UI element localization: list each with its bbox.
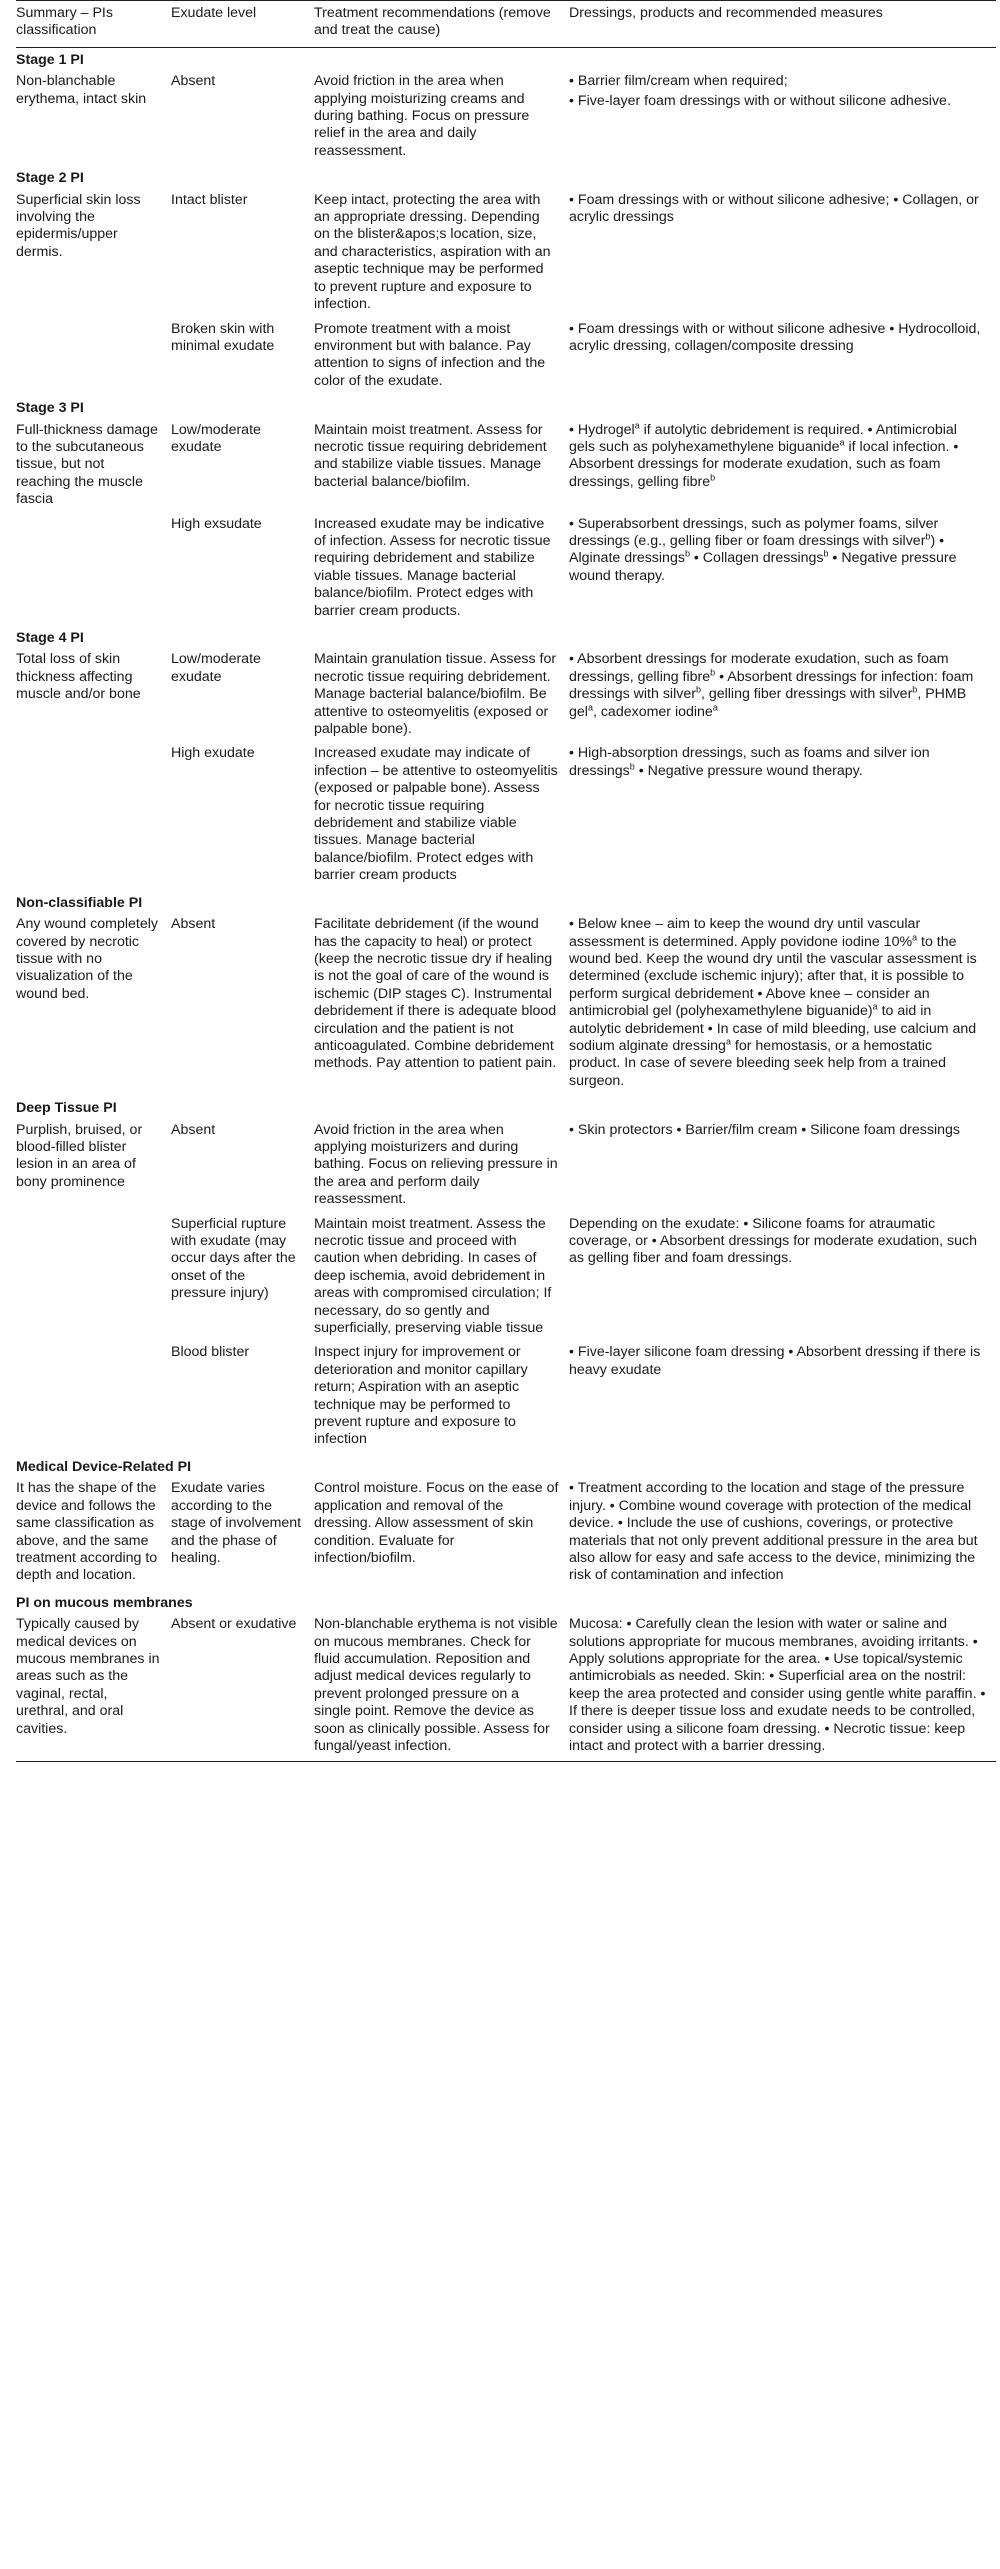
dressing-item: • Foam dressings with or without silicone adhesive; • Collagen, or acrylic dressings: [569, 191, 979, 226]
dressings-products: [569, 320, 996, 397]
dressings-products: [569, 744, 996, 890]
pi-treatment-table: [16, 0, 996, 1762]
treatment-recommendation: Maintain moist treatment. Assess the necrotic tissue and proceed with caution when debriding. In cases of deep ischemia, avoid debridement in areas with compromised circulation; If necessary, do so gently and superficially, preserving viable tissue: [314, 1215, 552, 1337]
classification-summary: [16, 320, 171, 397]
classification-summary: Non-blanchable erythema, intact skin: [16, 73, 147, 107]
classification-summary: [16, 744, 171, 890]
treatment-recommendation: Non-blanchable erythema is not visible on mucous membranes. Check for fluid accumulation. Reposition and adjust medical devices regularly to prevent prolonged pressure on a single point. Remove the device as soon as clinically possible. Assess for fungal/yeast infection.: [314, 1615, 569, 1762]
treatment-recommendation: Inspect injury for improvement or deterioration and monitor capillary return; Aspiration with an aseptic technique may be performed to prevent rupture and exposure to infection: [314, 1344, 528, 1448]
dressings-products: [569, 1121, 996, 1215]
classification-summary: It has the shape of the device and follows the same classification as above, and the same treatment according to depth and location.: [16, 1480, 158, 1584]
exudate-level: Exudate varies according to the stage of involvement and the phase of healing.: [171, 1480, 302, 1566]
dressing-item: • Skin protectors • Barrier/film cream • Silicone foam dressings: [569, 1121, 960, 1138]
treatment-recommendation: Avoid friction in the area when applying moisturizers and during bathing. Focus on relieving pressure in the area and perform daily reassessment.: [314, 1121, 558, 1208]
table-body: [16, 47, 996, 1762]
section-title: Stage 3 PI: [16, 400, 84, 417]
pi-treatment-table-container: [16, 0, 996, 1762]
dressings-products: [569, 1343, 996, 1454]
table-row: [16, 650, 996, 744]
exudate-level: Absent: [171, 73, 216, 90]
table-row: [16, 1615, 996, 1762]
treatment-recommendation: Maintain moist treatment. Assess for necrotic tissue requiring debridement and stabilize viable tissues. Manage bacterial balance/biofilm.: [314, 421, 547, 490]
table-row: [16, 1121, 996, 1215]
exudate-level: High exsudate: [171, 515, 262, 532]
dressings-products: [569, 421, 996, 515]
exudate-level: Broken skin with minimal exudate: [171, 320, 275, 354]
treatment-recommendation: Avoid friction in the area when applying moisturizing creams and during bathing. Focus on pressure relief in the area and daily reassessment.: [314, 73, 530, 159]
classification-summary: [16, 1215, 171, 1344]
exudate-level: Absent: [171, 1121, 216, 1138]
exudate-level: Absent or exudative: [171, 1615, 314, 1762]
section-title: Deep Tissue PI: [16, 1100, 117, 1117]
table-row: [16, 421, 996, 515]
dressing-item: • Treatment according to the location and stage of the pressure injury. • Combine wound coverage with protection of the medical device. • Include the use of cushions, coverings, or protective materials that not only prevent additional pressure in the area but also allow for easy and safe access to the device, minimizing the risk of contamination and infection: [569, 1480, 978, 1584]
section-title-row: [16, 47, 996, 72]
dressing-item: • Foam dressings with or without silicone adhesive • Hydrocolloid, acrylic dressing, collagen/composite dressing: [569, 320, 981, 354]
exudate-level: Low/moderate exudate: [171, 651, 261, 685]
table-row: [16, 1343, 996, 1454]
section-title: PI on mucous membranes: [16, 1594, 193, 1611]
dressings-products: [569, 915, 996, 1096]
dressings-products: [569, 1215, 996, 1344]
header-exudate-level: Exudate level: [171, 1, 314, 48]
treatment-recommendation: Facilitate debridement (if the wound has the capacity to heal) or protect (keep the necrotic tissue dry if healing is not the goal of care of the wound is ischemic (DIP stages C). Instrumental debridement if there is adequate blood circulation and the patient is not anticoagulated. Combine debridement methods. Pay attention to patient pain.: [314, 916, 557, 1072]
treatment-recommendation: Keep intact, protecting the area with an appropriate dressing. Depending on the blister&apos;s location, size, and characteristics, aspiration with an aseptic technique may be performed to prevent rupture and exposure to infection.: [314, 191, 551, 313]
treatment-recommendation: Increased exudate may indicate of infection – be attentive to osteomyelitis (exposed or palpable bone). Assess for necrotic tissue requiring debridement and stabilize viable tissues. Manage bacterial balance/biofilm. Protect edges with barrier cream products: [314, 745, 558, 884]
dressings-products: [569, 1615, 996, 1762]
section-title-row: [16, 1096, 996, 1120]
treatment-recommendation: Increased exudate may be indicative of infection. Assess for necrotic tissue requiring debridement and stabilize viable tissues. Manage bacterial balance/biofilm. Protect edges with barrier cream products.: [314, 515, 551, 619]
table-row: [16, 515, 996, 626]
table-header-row: [16, 1, 996, 48]
table-row: [16, 320, 996, 397]
table-row: [16, 1479, 996, 1590]
classification-summary: Any wound completely covered by necrotic tissue with no visualization of the wound bed.: [16, 916, 158, 1002]
dressing-item: • Hydrogel$^a$ if autolytic debridement is required. • Antimicrobial gels such as polyhexamethylene biguanide$^a$ if local infection. • Absorbent dressings for moderate exudation, such as foam dressings, gelling fibre$^b$: [569, 419, 959, 490]
treatment-recommendation: Promote treatment with a moist environment but with balance. Pay attention to signs of infection and the color of the exudate.: [314, 320, 546, 389]
section-title-row: [16, 1455, 996, 1479]
table-row: [16, 1215, 996, 1344]
classification-summary: Purplish, bruised, or blood-filled blister lesion in an area of bony prominence: [16, 1121, 143, 1190]
section-title-row: [16, 891, 996, 915]
dressing-item: • Superabsorbent dressings, such as polymer foams, silver dressings (e.g., gelling fiber or foam dressings with silver$^b$) • Alginate dressings$^b$ • Collagen dressings$^b$ • Negative pressure wound therapy.: [569, 515, 957, 584]
exudate-level: Intact blister: [171, 191, 248, 208]
dressing-item: Depending on the exudate: • Silicone foams for atraumatic coverage, or • Absorbent dressings for moderate exudation, such as gelling fiber and foam dressings.: [569, 1215, 977, 1267]
classification-summary: Full-thickness damage to the subcutaneous tissue, but not reaching the muscle fascia: [16, 421, 158, 508]
dressing-item: • Absorbent dressings for moderate exudation, such as foam dressings, gelling fibre$^b$ • Absorbent dressings for infection: foam dressings with silver$^b$, gelling fiber dressings with silver$^b$, PHMB gel$^a$, cadexomer iodine$^a$: [569, 651, 974, 720]
section-title-row: [16, 166, 996, 190]
table-row: [16, 72, 996, 166]
dressings-products: [569, 650, 996, 744]
classification-summary: [16, 1343, 171, 1454]
header-classification: Summary – PIs classification: [16, 1, 171, 48]
dressing-item: • Below knee – aim to keep the wound dry until vascular assessment is determined. Apply povidone iodine 10%$^a$ to the wound bed. Keep the wound dry until the vascular assessment is determined (exclude ischemic injury); after that, it is possible to perform surgical debridement • Above knee – consider an antimicrobial gel (polyhexamethylene biguanide)$^a$ to aid in autolytic debridement • In case of mild bleeding, use calcium and sodium alginate dressing$^a$ for hemostasis, or a hemostatic product. In case of severe bleeding seek help from a trained surgeon.: [569, 916, 977, 1089]
dressings-products: [569, 515, 996, 626]
section-title-row: [16, 626, 996, 650]
section-title-row: [16, 1591, 996, 1615]
dressing-item: • Five-layer silicone foam dressing • Absorbent dressing if there is heavy exudate: [569, 1344, 981, 1378]
classification-summary: Superficial skin loss involving the epidermis/upper dermis.: [16, 191, 141, 260]
header-dressings: Dressings, products and recommended measures: [569, 1, 996, 48]
dressing-item: Mucosa: • Carefully clean the lesion with water or saline and solutions appropriate for mucous membranes, avoiding irritants. • Apply solutions appropriate for the area. • Use topical/systemic antimicrobials as needed. Skin: • Superficial area on the nostril: keep the area protected and consider using gentle white paraffin. • If there is deeper tissue loss and exudate needs to be controlled, consider using a silicone foam dressing. • Necrotic tissue: keep intact and protect with a barrier dressing.: [569, 1616, 986, 1754]
dressing-item: • Five-layer foam dressings with or without silicone adhesive.: [569, 92, 951, 109]
section-title: Non-classifiable PI: [16, 894, 143, 911]
exudate-level: Blood blister: [171, 1344, 250, 1361]
header-treatment: Treatment recommendations (remove and treat the cause): [314, 1, 569, 48]
classification-summary: Total loss of skin thickness affecting muscle and/or bone: [16, 651, 141, 703]
dressings-products: [569, 72, 996, 166]
dressings-products: [569, 191, 996, 320]
dressing-item: • Barrier film/cream when required;: [569, 73, 788, 90]
section-title-row: [16, 396, 996, 420]
exudate-level: Low/moderate exudate: [171, 421, 261, 455]
classification-summary: [16, 515, 171, 626]
exudate-level: Absent: [171, 916, 216, 933]
table-row: [16, 744, 996, 890]
classification-summary: Typically caused by medical devices on mucous membranes in areas such as the vaginal, rectal, urethral, and oral cavities.: [16, 1615, 171, 1762]
section-title: Stage 2 PI: [16, 170, 84, 187]
table-row: [16, 191, 996, 320]
treatment-recommendation: Maintain granulation tissue. Assess for necrotic tissue requiring debridement. Manage bacterial balance/biofilm. Be attentive to osteomyelitis (exposed or palpable bone).: [314, 651, 557, 738]
table-row: [16, 915, 996, 1096]
treatment-recommendation: Control moisture. Focus on the ease of application and removal of the dressing. Allow assessment of skin condition. Evaluate for infection/biofilm.: [314, 1480, 559, 1566]
dressings-products: [569, 1479, 996, 1590]
exudate-level: Superficial rupture with exudate (may occur days after the onset of the pressure injury): [171, 1215, 296, 1302]
section-title: Stage 1 PI: [16, 51, 84, 68]
section-title: Medical Device-Related PI: [16, 1458, 192, 1475]
exudate-level: High exudate: [171, 745, 255, 762]
dressing-item: • High-absorption dressings, such as foams and silver ion dressings$^b$ • Negative pressure wound therapy.: [569, 745, 930, 779]
section-title: Stage 4 PI: [16, 630, 84, 646]
